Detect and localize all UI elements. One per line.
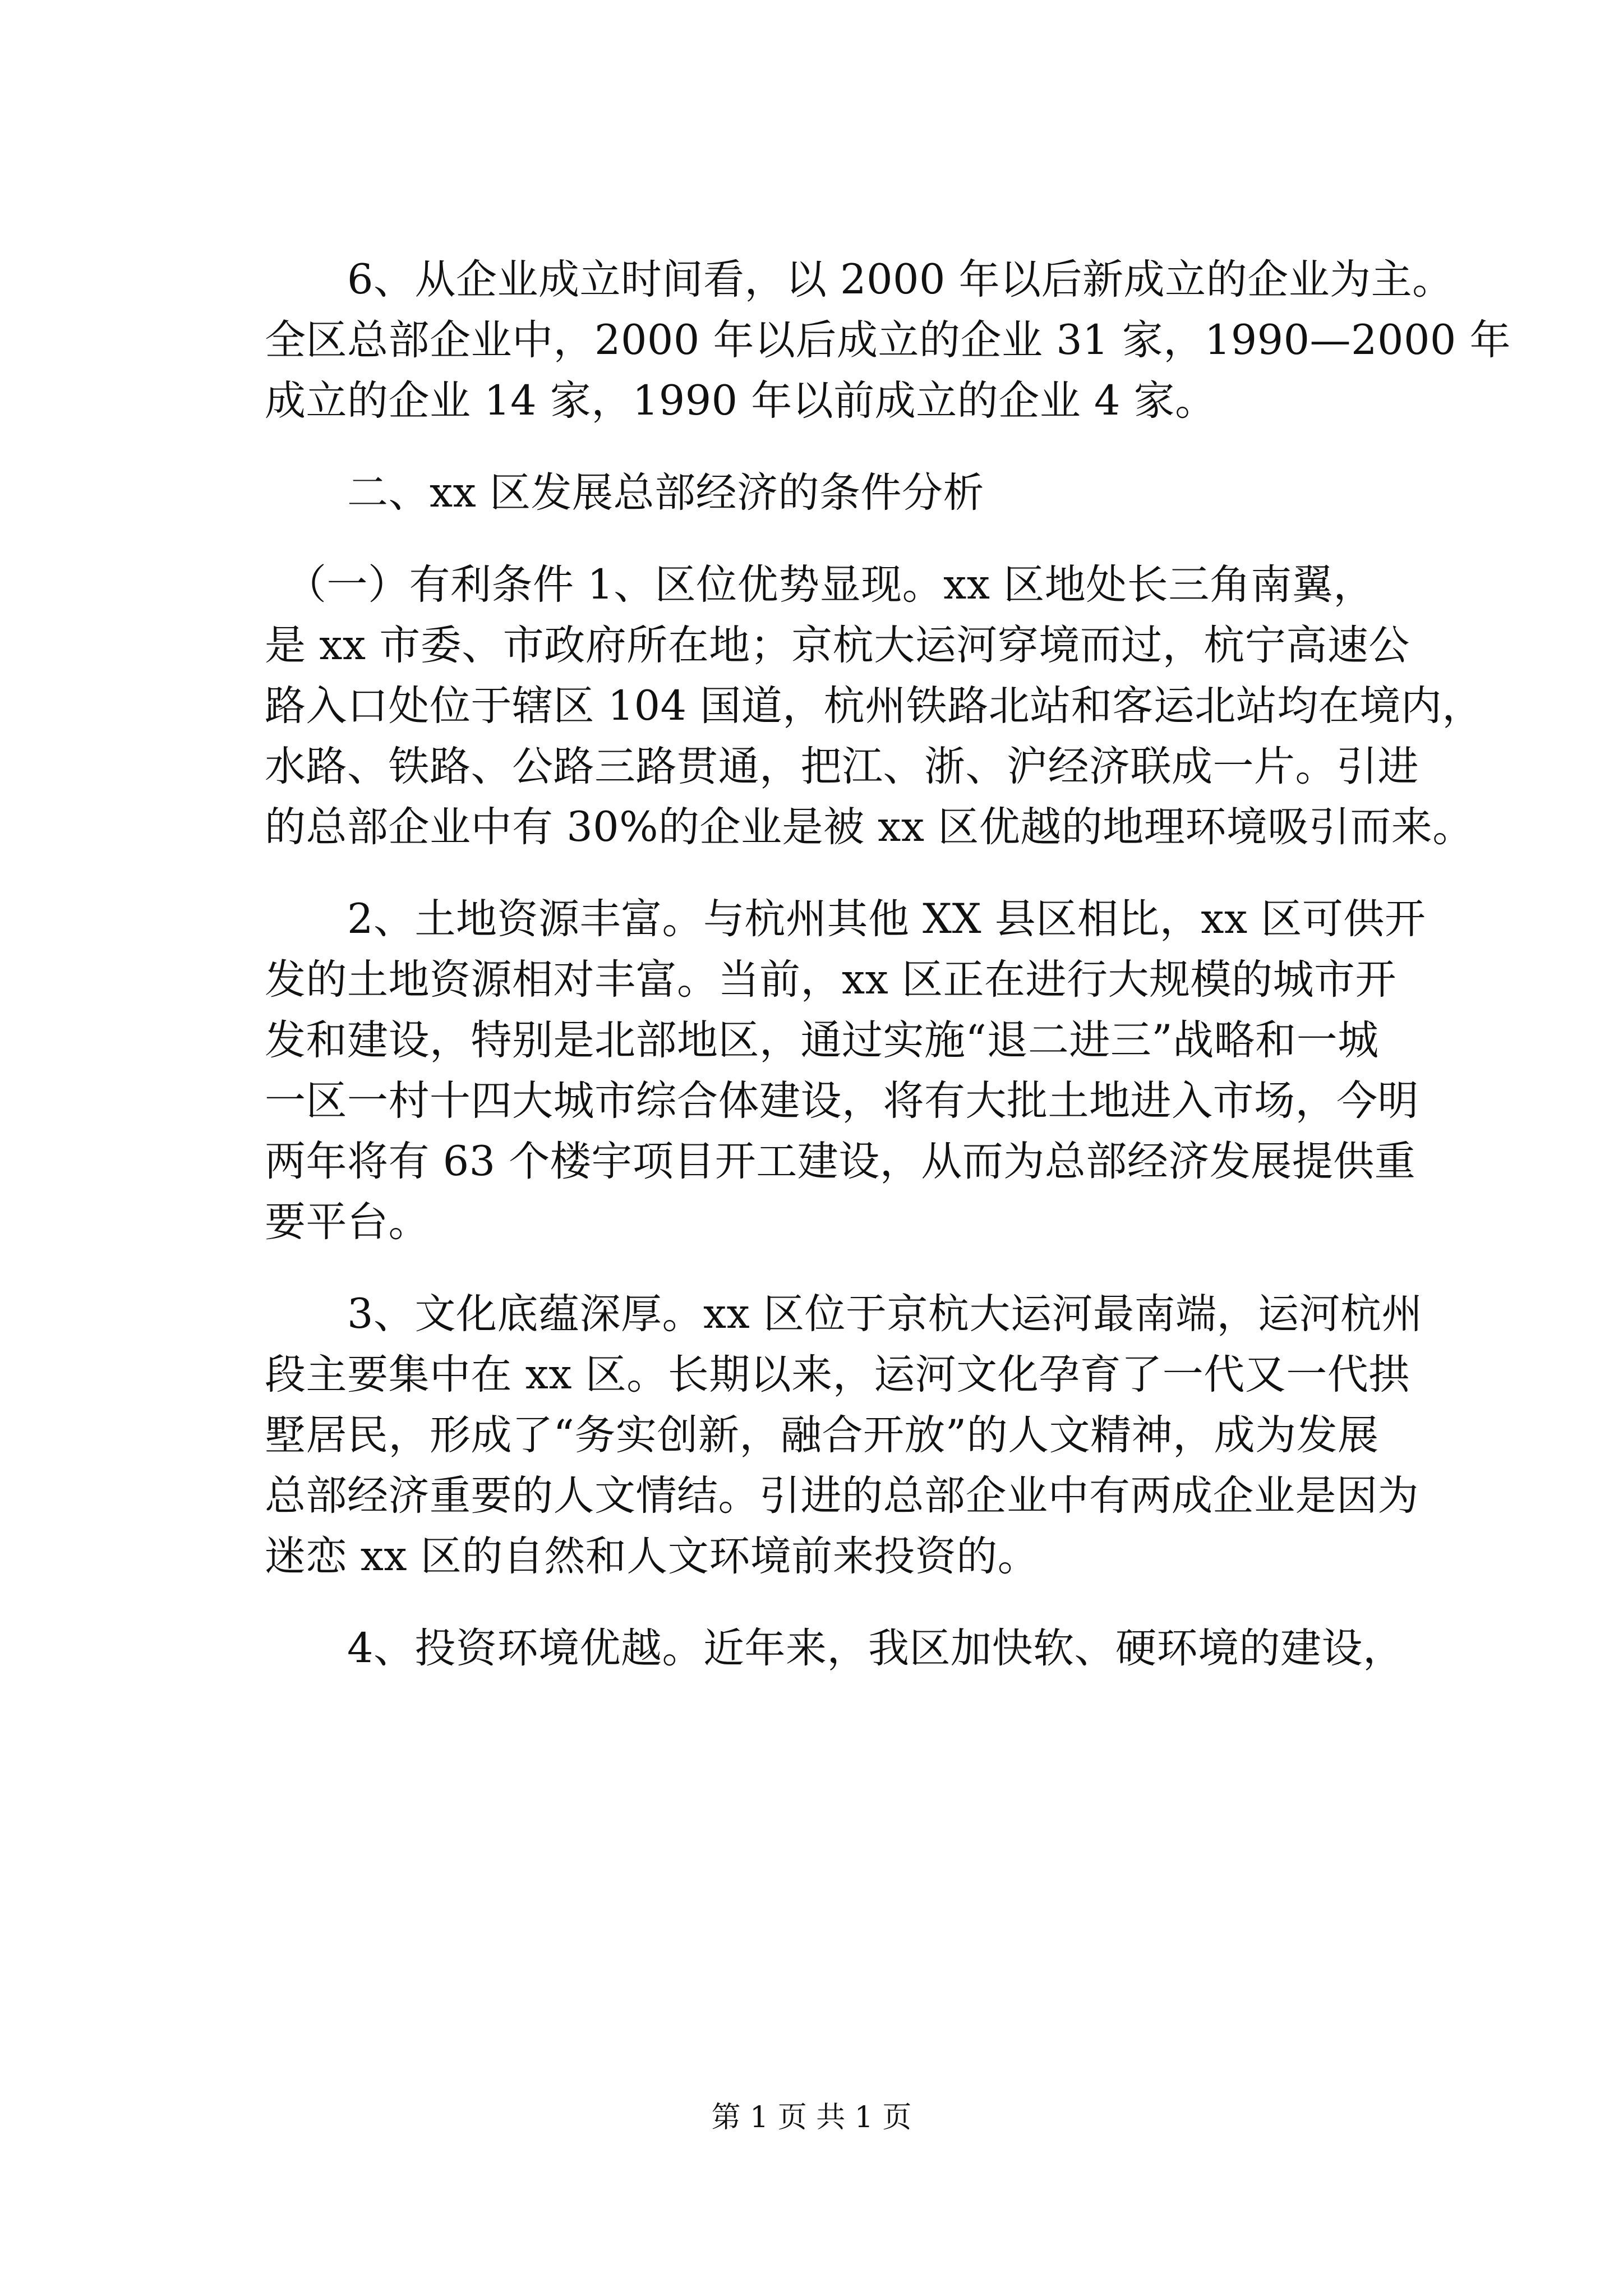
paragraph-line: 4、投资环境优越。近年来，我区加快软、硬环境的建设，	[265, 1625, 1404, 1672]
paragraph-line: 发和建设，特别是北部地区，通过实施“退二进三”战略和一城	[265, 1016, 1379, 1064]
paragraph-line: 6、从企业成立时间看，以 2000 年以后新成立的企业为主。	[265, 256, 1454, 303]
paragraph-line: 发的土地资源相对丰富。当前，xx 区正在进行大规模的城市开	[265, 956, 1397, 1004]
paragraph-line: 的总部企业中有 30%的企业是被 xx 区优越的地理环境吸引而来。	[265, 803, 1474, 851]
paragraph-line: 段主要集中在 xx 区。长期以来，运河文化孕育了一代又一代拱	[265, 1351, 1410, 1398]
paragraph-line: 全区总部企业中，2000 年以后成立的企业 31 家，1990—2000 年	[265, 316, 1511, 364]
page-footer: 第 1 页 共 1 页	[711, 2101, 912, 2134]
paragraph-line: 迷恋 xx 区的自然和人文环境前来投资的。	[265, 1533, 1039, 1580]
section-heading: 二、xx 区发展总部经济的条件分析	[265, 469, 985, 517]
paragraph-line: 3、文化底蕴深厚。xx 区位于京杭大运河最南端，运河杭州	[265, 1290, 1423, 1338]
document-body	[265, 250, 1511, 1679]
paragraph-line: （一）有利条件 1、区位优势显现。xx 区地处长三角南翼，	[265, 561, 1375, 609]
paragraph-line: 一区一村十四大城市综合体建设，将有大批土地进入市场，今明	[265, 1077, 1419, 1125]
paragraph-line: 成立的企业 14 家，1990 年以前成立的企业 4 家。	[265, 377, 1216, 425]
paragraph-line: 是 xx 市委、市政府所在地；京杭大运河穿境而过，杭宁高速公	[265, 622, 1410, 669]
paragraph-line: 水路、铁路、公路三路贯通，把江、浙、沪经济联成一片。引进	[265, 743, 1419, 790]
paragraph-line: 总部经济重要的人文情结。引进的总部企业中有两成企业是因为	[265, 1472, 1419, 1520]
paragraph-line: 路入口处位于辖区 104 国道，杭州铁路北站和客运北站均在境内，	[265, 682, 1483, 730]
paragraph-line: 两年将有 63 个楼宇项目开工建设，从而为总部经济发展提供重	[265, 1138, 1416, 1185]
paragraph-line: 要平台。	[265, 1198, 430, 1246]
paragraph-line: 墅居民，形成了“务实创新，融合开放”的人文精神，成为发展	[265, 1411, 1379, 1459]
paragraph-line: 2、土地资源丰富。与杭州其他 XX 县区相比，xx 区可供开	[265, 895, 1426, 943]
